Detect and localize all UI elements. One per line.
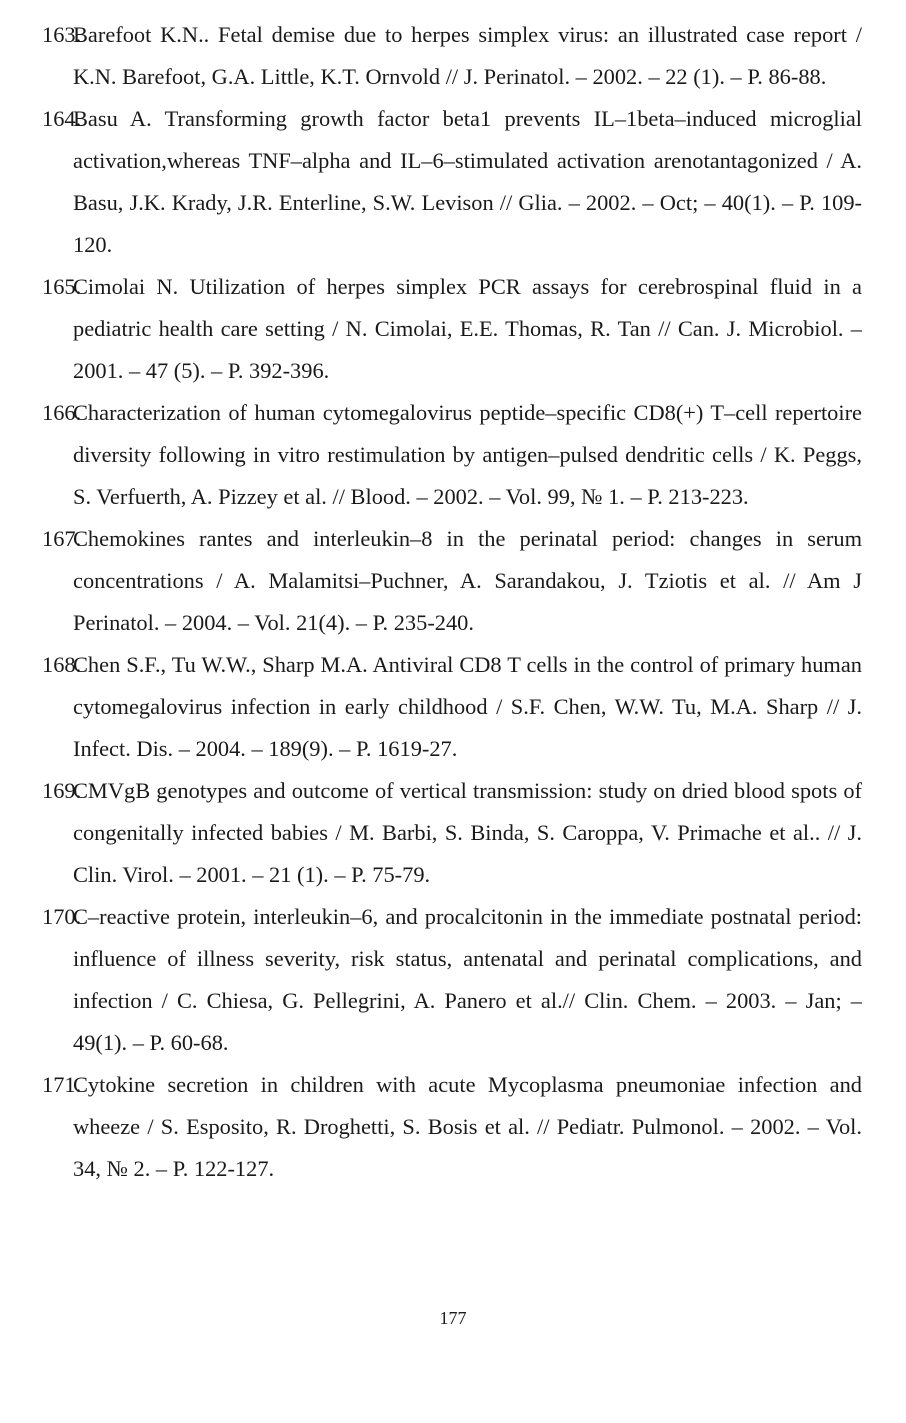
reference-number: 166. — [42, 400, 82, 425]
reference-text: Chen S.F., Tu W.W., Sharp M.A. Antiviral CD8 T cells in the control of primary human cytomegalovirus infection in early childhood / S.F. Chen, W.W. Tu, M.A. Sharp // J. Infect. Dis. – 2004. – 189(9). – P. 1619-27. — [73, 652, 862, 761]
reference-item-166 — [42, 392, 862, 518]
reference-text: Basu A. Transforming growth factor beta1 prevents IL–1beta–induced microglial activation,whereas TNF–alpha and IL–6–stimulated activation arenotantagonized / A. Basu, J.K. Krady, J.R. Enterline, S.W. Levison // Glia. – 2002. – Oct; – 40(1). – P. 109-120. — [73, 106, 862, 257]
reference-item-169 — [42, 770, 862, 896]
reference-number: 163. — [42, 22, 82, 47]
reference-item-165 — [42, 266, 862, 392]
page-number: 177 — [439, 1308, 467, 1328]
reference-item-170 — [42, 896, 862, 1064]
reference-number: 167. — [42, 526, 82, 551]
reference-number: 171. — [42, 1072, 82, 1097]
reference-number: 169. — [42, 778, 82, 803]
reference-number: 170. — [42, 904, 82, 929]
reference-text: C–reactive protein, interleukin–6, and procalcitonin in the immediate postnatal period: influence of illness severity, risk status, antenatal and perinatal complications, and infection / C. Chiesa, G. Pellegrini, A. Panero et al.// Clin. Chem. – 2003. – Jan; – 49(1). – P. 60-68. — [73, 904, 862, 1055]
reference-text: Characterization of human cytomegalovirus peptide–specific CD8(+) T–cell repertoire diversity following in vitro restimulation by antigen–pulsed dendritic cells / K. Peggs, S. Verfuerth, A. Pizzey et al. // Blood. – 2002. – Vol. 99, № 1. – P. 213-223. — [73, 400, 862, 509]
reference-text: Barefoot K.N.. Fetal demise due to herpes simplex virus: an illustrated case report / K.N. Barefoot, G.A. Little, K.T. Ornvold // J. Perinatol. – 2002. – 22 (1). – P. 86-88. — [73, 22, 862, 89]
reference-item-171 — [42, 1064, 862, 1190]
reference-number: 168. — [42, 652, 82, 677]
reference-item-167 — [42, 518, 862, 644]
reference-number: 164. — [42, 106, 82, 131]
reference-text: Cimolai N. Utilization of herpes simplex PCR assays for cerebrospinal fluid in a pediatric health care setting / N. Cimolai, E.E. Thomas, R. Tan // Can. J. Microbiol. – 2001. – 47 (5). – P. 392-396. — [73, 274, 862, 383]
reference-text: Cytokine secretion in children with acute Mycoplasma pneumoniae infection and wheeze / S. Esposito, R. Droghetti, S. Bosis et al. // Pediatr. Pulmonol. – 2002. – Vol. 34, № 2. – P. 122-127. — [73, 1072, 862, 1181]
reference-list — [42, 14, 862, 1190]
reference-text: CMVgB genotypes and outcome of vertical transmission: study on dried blood spots of congenitally infected babies / M. Barbi, S. Binda, S. Caroppa, V. Primache et al.. // J. Clin. Virol. – 2001. – 21 (1). – P. 75-79. — [73, 778, 862, 887]
reference-text: Chemokines rantes and interleukin–8 in the perinatal period: changes in serum concentrations / A. Malamitsi–Puchner, A. Sarandakou, J. Tziotis et al. // Am J Perinatol. – 2004. – Vol. 21(4). – P. 235-240. — [73, 526, 862, 635]
reference-item-168 — [42, 644, 862, 770]
reference-item-164 — [42, 98, 862, 266]
reference-item-163 — [42, 14, 862, 98]
reference-number: 165. — [42, 274, 82, 299]
